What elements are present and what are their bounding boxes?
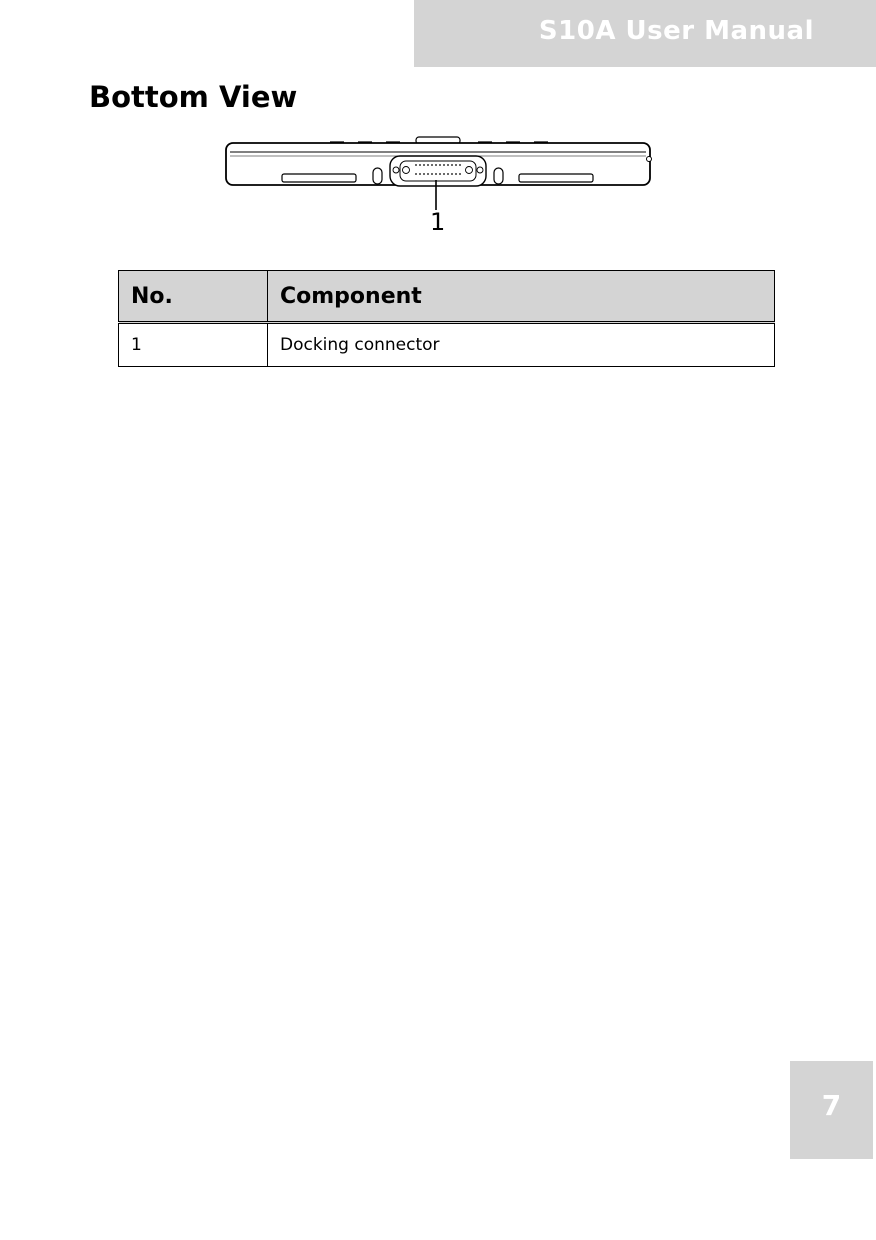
cell-component: Docking connector bbox=[268, 323, 775, 367]
table-header-row bbox=[119, 271, 775, 323]
header-band bbox=[414, 0, 876, 67]
docking-connector bbox=[390, 156, 486, 186]
manual-title: S10A User Manual bbox=[538, 16, 814, 46]
table-row bbox=[119, 323, 775, 367]
component-table bbox=[118, 270, 775, 367]
column-header-component: Component bbox=[268, 271, 775, 323]
page-number: 7 bbox=[821, 1089, 842, 1122]
section-title: Bottom View bbox=[89, 80, 298, 114]
column-header-no: No. bbox=[119, 271, 268, 323]
page-number-tab bbox=[790, 1061, 873, 1159]
callout-label: 1 bbox=[430, 208, 446, 236]
cell-no: 1 bbox=[119, 323, 268, 367]
